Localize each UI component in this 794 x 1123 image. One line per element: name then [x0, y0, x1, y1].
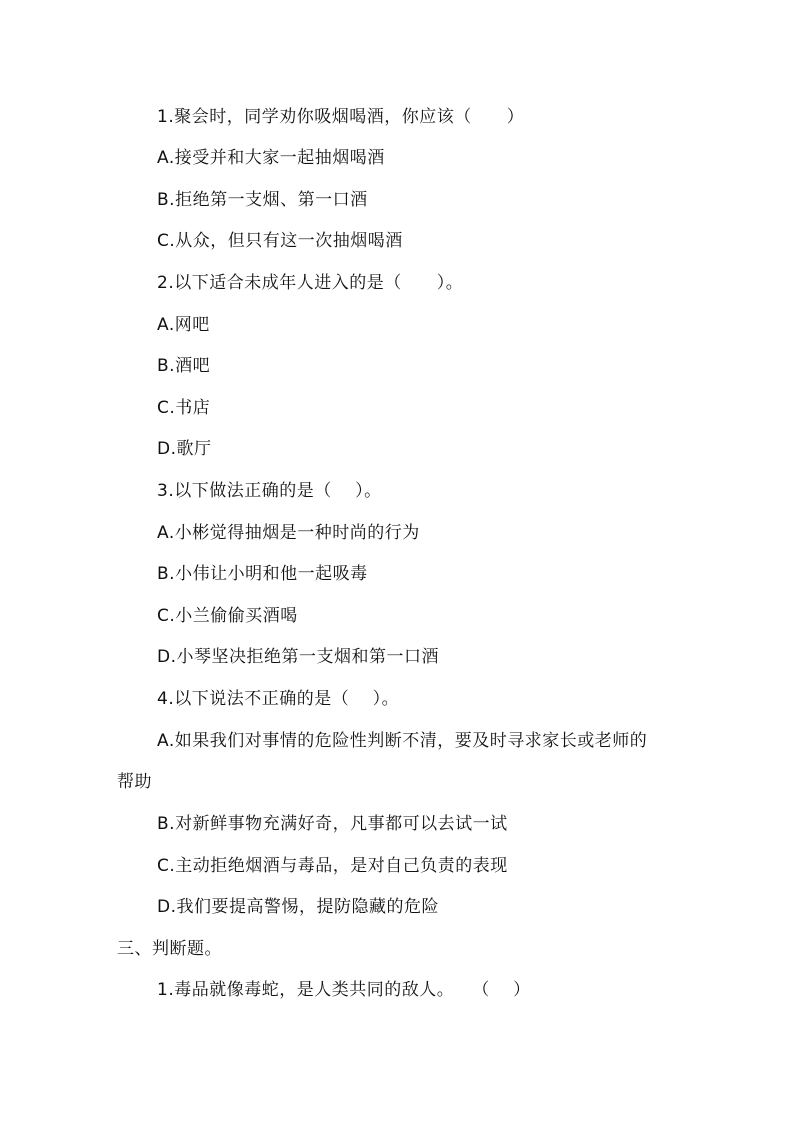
question-2-option-b: B.酒吧: [157, 356, 211, 376]
question-4-option-c: C.主动拒绝烟酒与毒品，是对自己负责的表现: [157, 856, 508, 876]
question-4-option-a-line2: 帮助: [117, 772, 152, 792]
question-2-stem: 2.以下适合未成年人进入的是（ ）。: [157, 273, 464, 293]
question-1-option-b: B.拒绝第一支烟、第一口酒: [157, 190, 368, 210]
question-4-option-a-line1: A.如果我们对事情的危险性判断不清，要及时寻求家长或老师的: [157, 731, 648, 751]
question-1-stem: 1.聚会时，同学劝你吸烟喝酒，你应该（ ）: [157, 107, 525, 127]
question-1-option-c: C.从众，但只有这一次抽烟喝酒: [157, 231, 403, 251]
question-4-option-b: B.对新鲜事物充满好奇，凡事都可以去试一试: [157, 814, 508, 834]
question-3-stem: 3.以下做法正确的是（ ）。: [157, 481, 382, 501]
question-4-stem: 4.以下说法不正确的是（ ）。: [157, 689, 400, 709]
section-3-title: 三、判断题。: [117, 939, 222, 959]
judgement-question-1: 1.毒品就像毒蛇，是人类共同的敌人。 （ ）: [157, 980, 531, 1000]
question-1-option-a: A.接受并和大家一起抽烟喝酒: [157, 148, 385, 168]
question-2-option-c: C.书店: [157, 398, 211, 418]
question-3-option-c: C.小兰偷偷买酒喝: [157, 606, 298, 626]
question-3-option-d: D.小琴坚决拒绝第一支烟和第一口酒: [157, 647, 439, 667]
question-3-option-a: A.小彬觉得抽烟是一种时尚的行为: [157, 523, 420, 543]
question-2-option-d: D.歌厅: [157, 439, 212, 459]
question-4-option-d: D.我们要提高警惕，提防隐藏的危险: [157, 897, 439, 917]
question-3-option-b: B.小伟让小明和他一起吸毒: [157, 564, 368, 584]
question-2-option-a: A.网吧: [157, 315, 210, 335]
